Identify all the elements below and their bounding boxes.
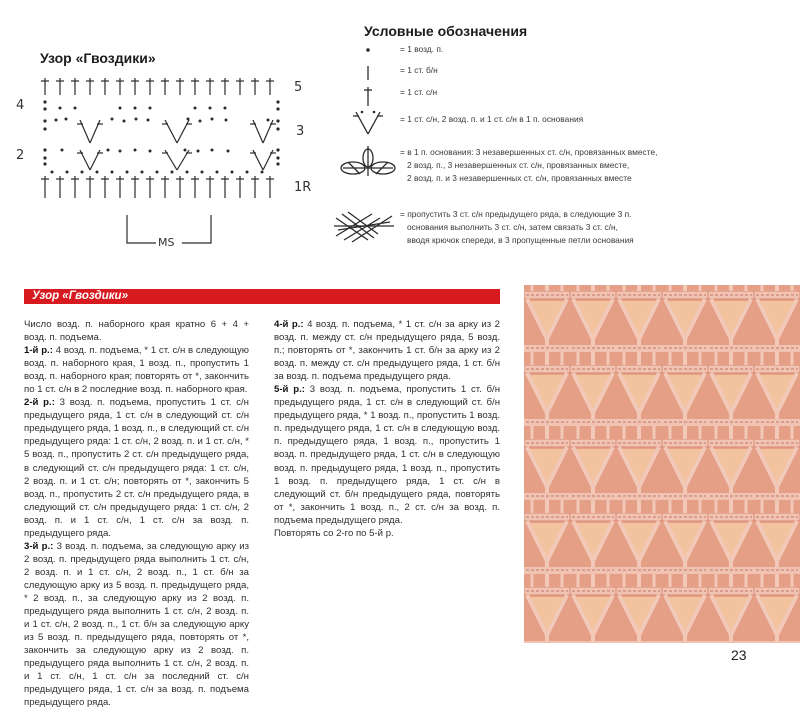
legend-item-dc: = 1 ст. с/н (400, 87, 438, 97)
chart-row-3-vstitches (77, 120, 276, 143)
row-1-label: 1-й р.: (24, 345, 53, 357)
chart-row-1 (41, 176, 274, 198)
legend-crossed-line-1: = пропустить 3 ст. с/н предыдущего ряда, в следующие 3 п. (400, 209, 632, 219)
page-number: 23 (731, 647, 747, 663)
row-2-instruction (24, 396, 249, 540)
closing-text: Повторять со 2-го по 5-й р. (274, 527, 394, 539)
dot-symbol (366, 48, 370, 52)
section-title: Узор «Гвоздики» (32, 290, 128, 302)
row-4-instruction (274, 318, 500, 383)
row-label-left-2: 2 (16, 148, 25, 163)
row-5-label: 5-й р.: (274, 384, 305, 396)
row-3-text: 3 возд. п. подъема, за следующую арку из 2 возд. п. предыдущего ряда выполнить 1 ст. с/н, 2 возд. п. и 1 ст. с/н, 2 возд. п., 1 ст. б/н за следующую арку из 5 возд. п. предыдущего ряда, * 2 возд. п., за следующую арку из 2 возд. п. предыдущего ряда выполнить 1 ст. с/н, 2 возд. п. и 1 ст. с/н, 2 возд. п., 1 ст. б/н за следующую арку из 5 возд. п. предыдущего ряда, повторять от *, закончить за следующую арку из 2 возд. п. предыдущего ряда выполнить 1 ст. с/н, 2 возд. п. и 1 ст. с/н, 1 ст. с/н за последний ст. с/н предыдущего ряда, 1 ст. с/н за возд. п. подъема предыдущего ряда. (24, 540, 249, 709)
legend-item-chain: = 1 возд. п. (400, 44, 444, 54)
intro-text: Число возд. п. наборного края кратно 6 + 4 + возд. п. подъема. (24, 319, 249, 344)
legend-item-v-stitch: = 1 ст. с/н, 2 возд. п. и 1 ст. с/н в 1 п. основания (400, 114, 584, 124)
row-3-instruction (24, 540, 249, 709)
legend-cluster-line-2: 2 возд. п., 3 незавершенных ст. с/н, провязанных вместе, (407, 160, 630, 170)
legend-cluster-line-3: 2 возд. п. и 3 незавершенных ст. с/н, провязанных вместе (407, 173, 632, 183)
legend-item-cluster (400, 146, 657, 185)
legend-title: Условные обозначения (364, 23, 528, 39)
chart-row-5 (41, 78, 274, 95)
row-label-right-5: 5 (294, 80, 303, 95)
chart-chain-dots (43, 100, 279, 173)
row-4-text: 4 возд. п. подъема, * 1 ст. с/н за арку из 2 возд. п. между ст. с/н предыдущего ряда, 5 возд. п.; повторять от *, закончить 1 ст. б/н за арку из 2 возд. п. между ст. с/н предыдущего ряда, 1 ст. б/н за возд. п. подъема предыдущего ряда. (274, 319, 500, 383)
legend-cluster-line-1: = в 1 п. основания: 3 незавершенных ст. с/н, провязанных вместе, (400, 147, 658, 157)
row-1-text: 4 возд. п. подъема, * 1 ст. с/н в следующую возд. п. наборного края, 1 возд. п., пропустить 1 возд. п. наборного края; повторять от *, закончить по 1 ст. с/н в 2 последние возд. п. наборного края. (24, 345, 249, 396)
row-5-instruction (274, 383, 500, 527)
repeat-label: MS (158, 236, 175, 249)
legend-item-sc: = 1 ст. б/н (400, 65, 438, 75)
chart-title: Узор «Гвоздики» (40, 50, 156, 66)
clove-cluster-symbol (341, 146, 395, 176)
row-label-left-4: 4 (16, 98, 25, 113)
legend-crossed-line-3: вводя крючок спереди, в 3 пропущенные петли основания (407, 235, 634, 245)
row-3-label: 3-й р.: (24, 540, 54, 552)
crochet-sample-photo (524, 285, 800, 643)
row-1-instruction (24, 344, 249, 396)
section-banner (24, 289, 500, 304)
row-label-right-1r: 1R (294, 180, 312, 195)
legend-symbols (330, 40, 402, 255)
crochet-chart (0, 60, 330, 260)
row-2-text: 3 возд. п. подъема, пропустить 1 ст. с/н предыдущего ряда, 1 ст. с/н в следующий ст. с/н предыдущего ряда, 1 возд. п., в следующий ст. с/н предыдущего ряда: 1 ст. с/н, 2 возд. п. и 1 ст. с/н, * 5 возд. п., пропустить 2 ст. с/н предыдущего ряда, в следующий ст. с/н предыдущего ряда: 1 ст. с/н, 2 возд. п. и 1 ст. с/н; повторять от *, закончить 5 возд. п., пропустить 2 ст. с/н предыдущего ряда, в следующий ст. с/н предыдущего ряда: 1 ст. с/н, 2 возд. п. и 1 ст. с/н, 1 ст. с/н за возд. п. предыдущего ряда. (24, 397, 249, 539)
legend-item-crossed (400, 208, 634, 247)
row-4-label: 4-й р.: (274, 319, 304, 330)
row-label-right-3: 3 (296, 124, 305, 139)
legend-crossed-line-2: основания выполнить 3 ст. с/н, затем связать 3 ст. с/н, (407, 222, 618, 232)
chart-row-2-vstitches (77, 150, 276, 170)
crossed-stitches-symbol (334, 212, 394, 242)
instructions-column-2 (274, 318, 500, 540)
row-2-label: 2-й р.: (24, 397, 55, 409)
v-stitch-symbol (353, 111, 383, 134)
instructions-column-1 (24, 318, 249, 709)
row-5-text: 3 возд. п. подъема, пропустить 1 ст. б/н предыдущего ряда, 1 ст. с/н в следующий ст. б/н предыдущего ряда, * 1 возд. п., пропустить 1 возд. п. предыдущего ряда, 1 ст. с/н в следующую возд. п. предыдущего ряда, 1 возд. п., пропустить 1 возд. п. предыдущего ряда, 1 ст. с/н в следующую возд. п. предыдущего ряда, 1 возд. п., пропустить 1 возд. п. предыдущего ряда, 1 ст. с/н в следующий ст. б/н предыдущего ряда, повторять от *, закончить 1 возд. п., 2 ст. с/н за возд. п. подъема предыдущего ряда. (274, 384, 500, 526)
dc-symbol (364, 87, 372, 106)
